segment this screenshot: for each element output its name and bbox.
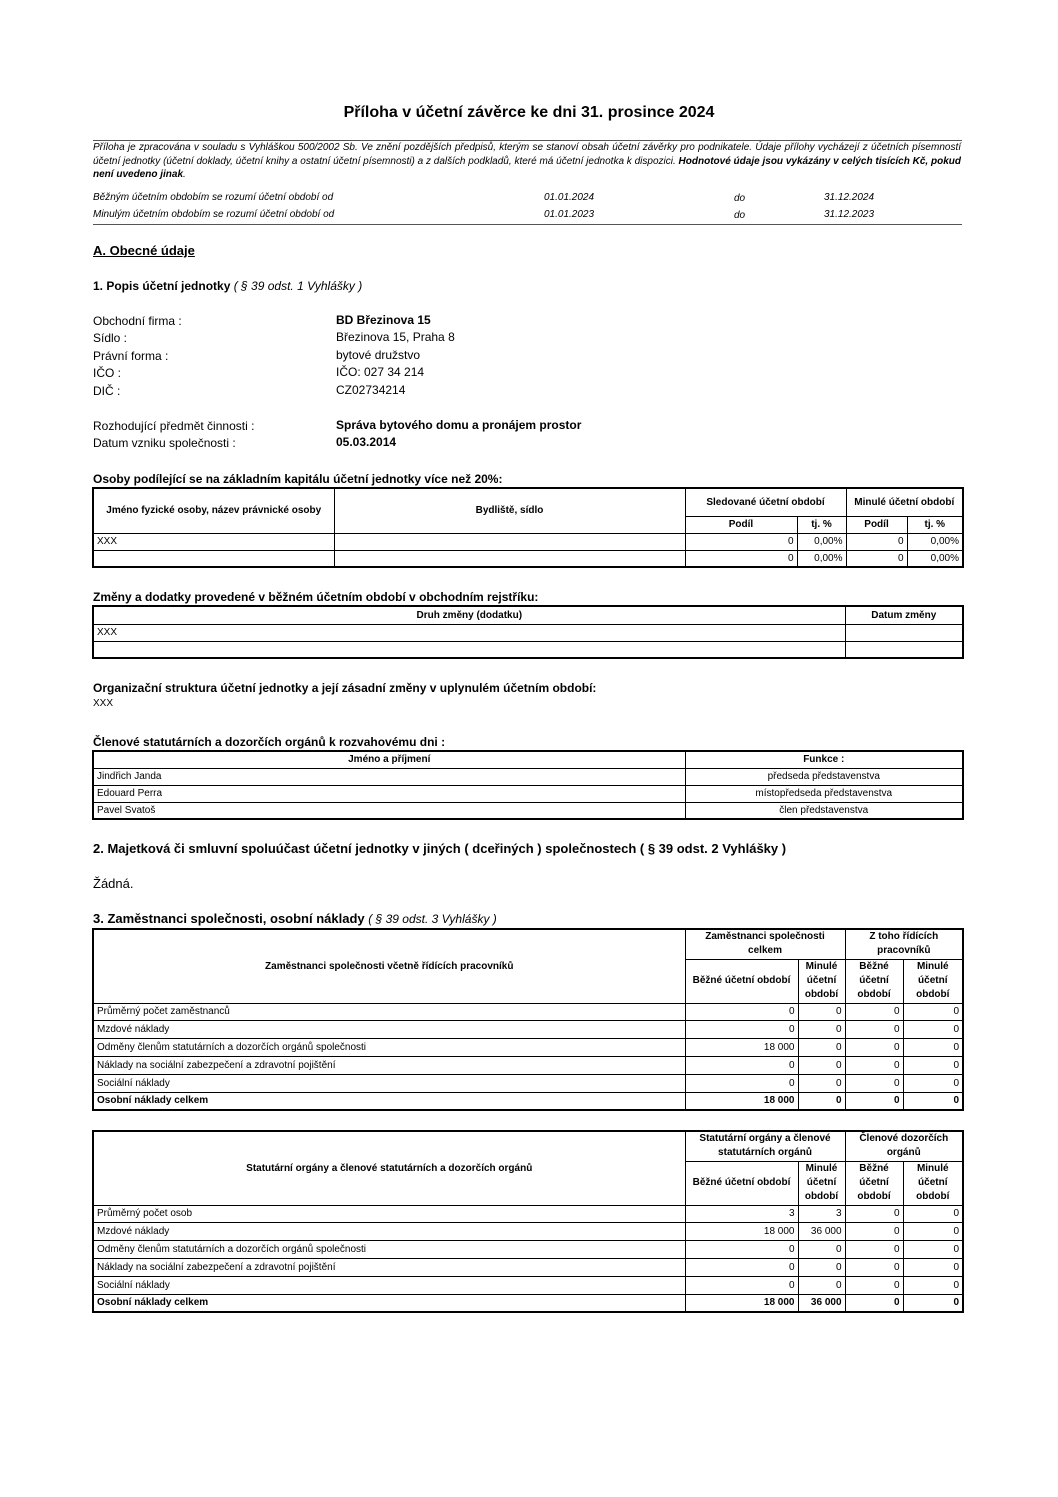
table-row [93, 785, 963, 802]
statutory-col-main: Statutární orgány a členové statutárních a dozorčích orgánů [93, 1131, 685, 1205]
divider [93, 224, 962, 225]
members-col-name: Jméno a příjmení [93, 751, 685, 768]
members-col-func: Funkce : [685, 751, 963, 768]
previous-period-do: do [734, 210, 746, 221]
change-type: XXX [93, 624, 845, 641]
col-previous: Minulé účetní období [903, 959, 963, 1003]
cell-value: 0 [685, 1003, 798, 1020]
table-row [93, 802, 963, 819]
table-row [93, 1222, 963, 1240]
cell-value: 0 [845, 1003, 903, 1020]
statutory-table [92, 1130, 964, 1313]
table-row [93, 641, 963, 658]
vznik-label: Datum vzniku společnosti : [93, 436, 236, 450]
changes-col-type: Druh změny (dodatku) [93, 606, 845, 624]
owners-col-podil: Podíl [846, 516, 907, 533]
cell-value: 0 [685, 1276, 798, 1294]
cell-value: 0 [903, 1222, 963, 1240]
table-row [93, 550, 963, 567]
table-row [93, 1240, 963, 1258]
total-row [93, 1294, 963, 1312]
table-row [93, 1003, 963, 1020]
owners-col-previous: Minulé účetní období [846, 488, 963, 516]
cell-value: 0 [798, 1258, 845, 1276]
cell-value: 0 [903, 1205, 963, 1222]
statutory-col-group1: Statutární orgány a členové statutárních orgánů [685, 1131, 845, 1161]
cell-value: 0 [798, 1092, 845, 1110]
row-label: Sociální náklady [93, 1074, 685, 1092]
change-date [845, 641, 963, 658]
cell-value: 0 [903, 1020, 963, 1038]
predmet-label: Rozhodující předmět činnosti : [93, 419, 255, 433]
cell-value: 0 [685, 1020, 798, 1038]
owners-col-pct: tj. % [797, 516, 846, 533]
employees-table [92, 928, 964, 1111]
cell-value: 0 [845, 1294, 903, 1312]
row-label: Průměrný počet zaměstnanců [93, 1003, 685, 1020]
cell-value: 0 [685, 1240, 798, 1258]
cell-value: 0 [845, 1092, 903, 1110]
cell-value: 0 [798, 1074, 845, 1092]
predmet-value: Správa bytového domu a pronájem prostor [336, 418, 582, 432]
owners-col-addr: Bydliště, sídlo [334, 488, 685, 533]
changes-heading: Změny a dodatky provedené v běžném účetním období v obchodním rejstříku: [93, 590, 539, 604]
current-period-from: 01.01.2024 [544, 192, 595, 203]
total-row [93, 1092, 963, 1110]
owners-table [92, 487, 964, 568]
cell-value: 18 000 [685, 1294, 798, 1312]
intro-paragraph: Příloha je zpracována v souladu s Vyhláškou 500/2002 Sb. Ve znění pozdějších předpisů, kterým se stanoví obsah účetní závěrky pro podnikatele. Údaje přílohy vycházejí z účetních písemností účetní jednotky (účetní doklady, účetní knihy a ostatní účetní písemnosti) a z dalších podkladů, které má účetní jednotka k dispozici. Hodnotové údaje jsou vykázány v celých tisících Kč, pokud není uvedeno jinak. [93, 142, 962, 180]
owners-col-current: Sledované účetní období [685, 488, 846, 516]
cell-value: 0 [903, 1056, 963, 1074]
cell-value: 0 [845, 1056, 903, 1074]
owner-pct: 0,00% [797, 533, 846, 550]
col-current: Běžné účetní období [845, 959, 903, 1003]
owner-podil: 0 [846, 533, 907, 550]
table-row [93, 1038, 963, 1056]
table-row [93, 1205, 963, 1222]
cell-value: 0 [845, 1074, 903, 1092]
org-heading: Organizační struktura účetní jednotky a její zásadní změny v uplynulém účetním období: [93, 681, 597, 695]
cell-value: 0 [685, 1074, 798, 1092]
owner-name: XXX [93, 533, 334, 550]
firma-value: BD Březinova 15 [336, 313, 431, 327]
col-previous: Minulé účetní období [798, 959, 845, 1003]
owners-heading: Osoby podílející se na základním kapitálu účetní jednotky více než 20%: [93, 472, 503, 486]
member-function: předseda představenstva [685, 768, 963, 785]
member-name: Jindřich Janda [93, 768, 685, 785]
org-text: XXX [93, 698, 114, 709]
vznik-value: 05.03.2014 [336, 435, 397, 449]
cell-value: 0 [845, 1038, 903, 1056]
owner-podil: 0 [685, 550, 797, 567]
page-title: Příloha v účetní závěrce ke dni 31. prosince 2024 [343, 104, 715, 121]
section-a-heading: A. Obecné údaje [93, 243, 195, 258]
current-period-to: 31.12.2024 [824, 192, 875, 203]
cell-value: 18 000 [685, 1222, 798, 1240]
current-period-label: Běžným účetním obdobím se rozumí účetní období od [93, 192, 334, 203]
previous-period-to: 31.12.2023 [824, 209, 875, 220]
table-row [93, 533, 963, 550]
owner-addr [334, 533, 685, 550]
row-label: Náklady na sociální zabezpečení a zdravotní pojištění [93, 1056, 685, 1074]
row-label: Sociální náklady [93, 1276, 685, 1294]
table-row [93, 624, 963, 641]
ico-label: IČO : [93, 366, 122, 380]
cell-value: 0 [798, 1056, 845, 1074]
section-3-heading: 3. Zaměstnanci společnosti, osobní náklady ( § 39 odst. 3 Vyhlášky ) [93, 911, 497, 926]
row-label: Mzdové náklady [93, 1222, 685, 1240]
owners-col-name: Jméno fyzické osoby, název právnické osoby [93, 488, 334, 533]
cell-value: 0 [798, 1003, 845, 1020]
cell-value: 0 [903, 1258, 963, 1276]
owner-pct: 0,00% [907, 550, 963, 567]
member-name: Pavel Svatoš [93, 802, 685, 819]
cell-value: 0 [903, 1074, 963, 1092]
owner-name [93, 550, 334, 567]
member-function: člen představenstva [685, 802, 963, 819]
sidlo-label: Sídlo : [93, 331, 128, 345]
owner-podil: 0 [685, 533, 797, 550]
cell-value: 0 [845, 1222, 903, 1240]
forma-value: bytové družstvo [336, 348, 421, 362]
owner-pct: 0,00% [797, 550, 846, 567]
row-label: Mzdové náklady [93, 1020, 685, 1038]
cell-value: 0 [903, 1276, 963, 1294]
firma-label: Obchodní firma : [93, 314, 182, 328]
cell-value: 3 [685, 1205, 798, 1222]
dic-label: DIČ : [93, 384, 121, 398]
cell-value: 18 000 [685, 1092, 798, 1110]
cell-value: 0 [845, 1258, 903, 1276]
cell-value: 0 [903, 1092, 963, 1110]
row-label: Osobní náklady celkem [93, 1294, 685, 1312]
cell-value: 0 [845, 1205, 903, 1222]
section-2-heading: 2. Majetková či smluvní spoluúčast účetní jednotky v jiných ( dceřiných ) společnostech ( § 39 odst. 2 Vyhlášky ) [93, 841, 787, 856]
table-row [93, 1258, 963, 1276]
table-row [93, 1056, 963, 1074]
cell-value: 18 000 [685, 1038, 798, 1056]
owners-col-pct: tj. % [907, 516, 963, 533]
employees-col-group2: Z toho řídících pracovníků [845, 929, 963, 959]
cell-value: 0 [798, 1240, 845, 1258]
cell-value: 0 [685, 1258, 798, 1276]
member-name: Edouard Perra [93, 785, 685, 802]
cell-value: 0 [903, 1038, 963, 1056]
section-2-text: Žádná. [93, 876, 134, 891]
row-label: Osobní náklady celkem [93, 1092, 685, 1110]
owner-podil: 0 [846, 550, 907, 567]
owner-pct: 0,00% [907, 533, 963, 550]
cell-value: 0 [903, 1294, 963, 1312]
owner-addr [334, 550, 685, 567]
row-label: Odměny členům statutárních a dozorčích orgánů společnosti [93, 1038, 685, 1056]
member-function: místopředseda představenstva [685, 785, 963, 802]
col-previous: Minulé účetní období [798, 1161, 845, 1205]
members-table [92, 750, 964, 820]
change-type [93, 641, 845, 658]
section-1-heading: 1. Popis účetní jednotky ( § 39 odst. 1 Vyhlášky ) [93, 279, 363, 293]
cell-value: 3 [798, 1205, 845, 1222]
members-heading: Členové statutárních a dozorčích orgánů k rozvahovému dni : [93, 735, 446, 749]
cell-value: 0 [685, 1056, 798, 1074]
cell-value: 36 000 [798, 1294, 845, 1312]
owners-col-podil: Podíl [685, 516, 797, 533]
cell-value: 0 [845, 1276, 903, 1294]
cell-value: 0 [903, 1240, 963, 1258]
table-row [93, 768, 963, 785]
row-label: Průměrný počet osob [93, 1205, 685, 1222]
dic-value: CZ02734214 [336, 383, 406, 397]
employees-col-main: Zaměstnanci společnosti včetně řídících pracovníků [93, 929, 685, 1003]
ico-value: IČO: 027 34 214 [336, 365, 425, 379]
cell-value: 0 [845, 1020, 903, 1038]
previous-period-from: 01.01.2023 [544, 209, 595, 220]
forma-label: Právní forma : [93, 349, 169, 363]
cell-value: 36 000 [798, 1222, 845, 1240]
col-current: Běžné účetní období [685, 959, 798, 1003]
row-label: Náklady na sociální zabezpečení a zdravotní pojištění [93, 1258, 685, 1276]
table-row [93, 1020, 963, 1038]
col-current: Běžné účetní období [685, 1161, 798, 1205]
previous-period-label: Minulým účetním obdobím se rozumí účetní období od [93, 209, 335, 220]
cell-value: 0 [845, 1240, 903, 1258]
current-period-do: do [734, 193, 746, 204]
cell-value: 0 [798, 1276, 845, 1294]
table-row [93, 1074, 963, 1092]
cell-value: 0 [903, 1003, 963, 1020]
changes-table [92, 605, 964, 659]
row-label: Odměny členům statutárních a dozorčích orgánů společnosti [93, 1240, 685, 1258]
employees-col-group1: Zaměstnanci společnosti celkem [685, 929, 845, 959]
statutory-col-group2: Členové dozorčích orgánů [845, 1131, 963, 1161]
sidlo-value: Březinova 15, Praha 8 [336, 330, 455, 344]
cell-value: 0 [798, 1038, 845, 1056]
changes-col-date: Datum změny [845, 606, 963, 624]
change-date [845, 624, 963, 641]
cell-value: 0 [798, 1020, 845, 1038]
col-previous: Minulé účetní období [903, 1161, 963, 1205]
table-row [93, 1276, 963, 1294]
col-current: Běžné účetní období [845, 1161, 903, 1205]
